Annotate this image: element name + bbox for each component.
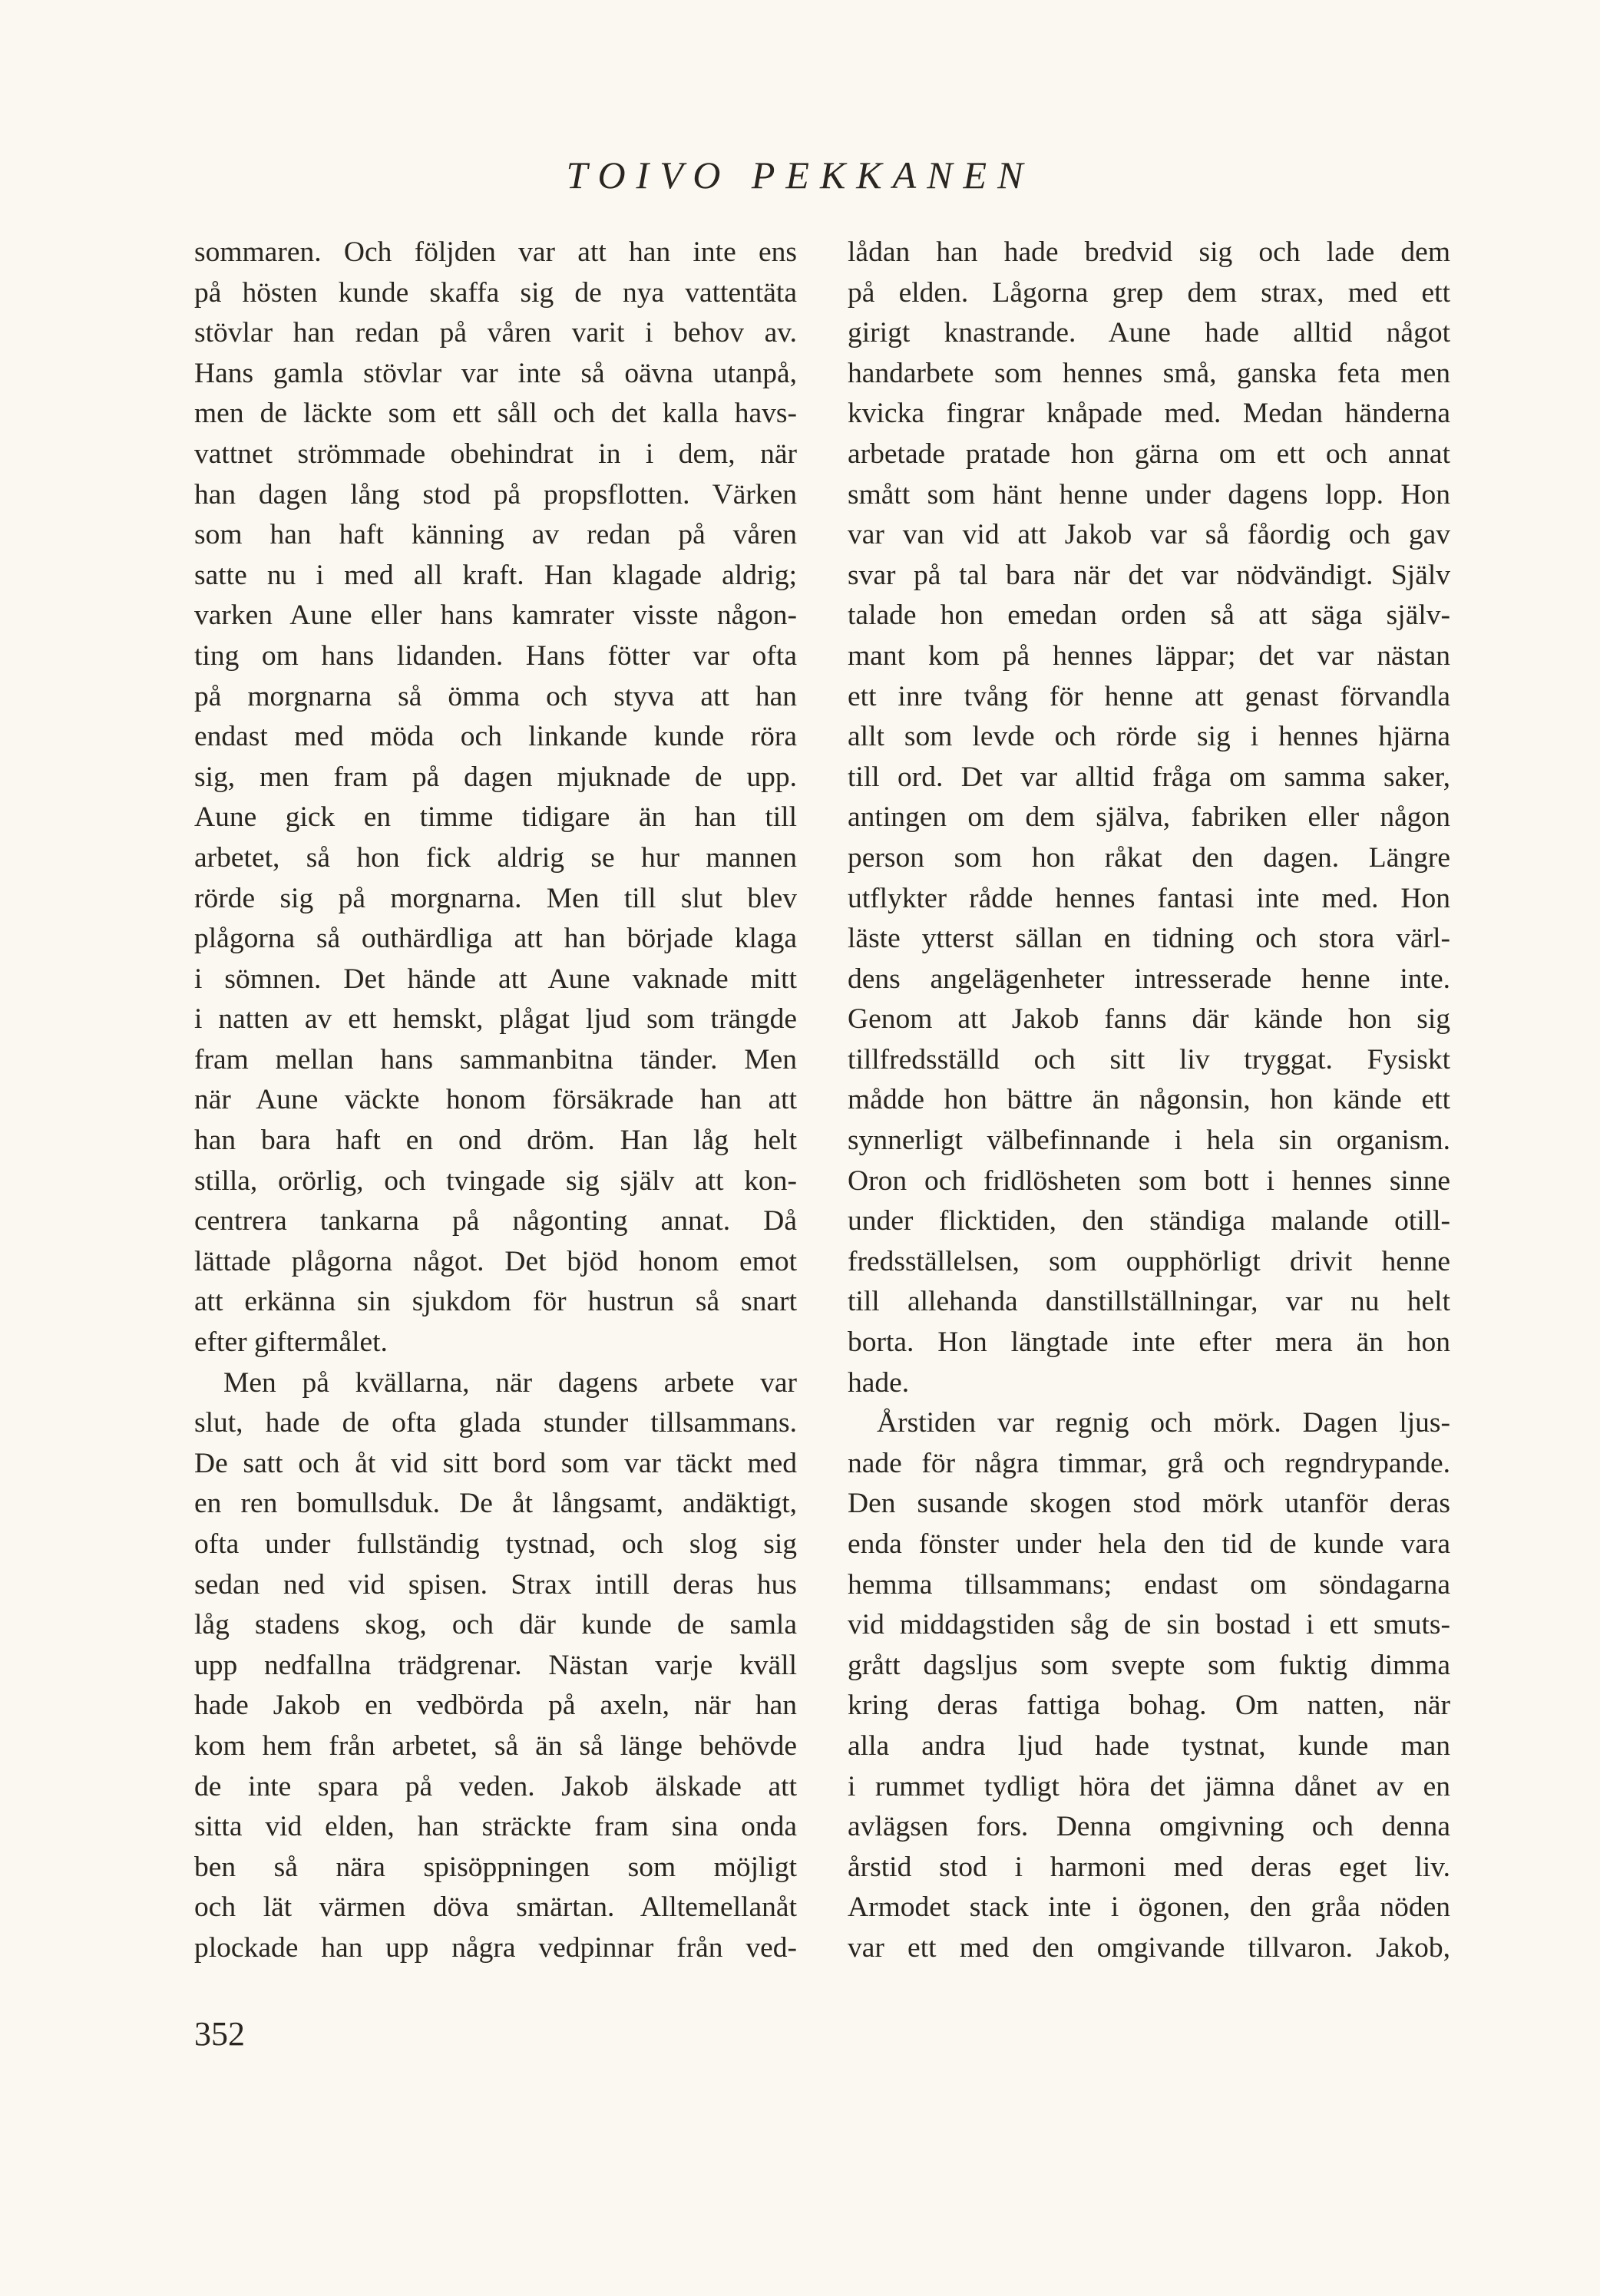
text-line: ben så nära spisöppningen som möjligt [194, 1851, 797, 1883]
text-line: Men på kvällarna, när dagens arbete var [223, 1366, 797, 1399]
text-line: läste ytterst sällan en tidning och stora värl- [848, 923, 1450, 955]
text-line: de inte spara på veden. Jakob älskade att [194, 1770, 797, 1802]
text-line: vid middagstiden såg de sin bostad i ett smuts- [848, 1609, 1450, 1641]
text-line: person som hon råkat den dagen. Längre [848, 841, 1450, 874]
text-line: till allehanda danstillställningar, var nu helt [848, 1286, 1450, 1318]
text-line: handarbete som hennes små, ganska feta men [848, 357, 1450, 389]
text-line: borta. Hon längtade inte efter mera än hon [848, 1326, 1450, 1359]
text-line: enda fönster under hela den tid de kunde vara [848, 1528, 1450, 1560]
text-line: ofta under fullständig tystnad, och slog sig [194, 1528, 797, 1560]
text-line: årstid stod i harmoni med deras eget liv. [848, 1851, 1450, 1883]
text-line: en ren bomullsduk. De åt långsamt, andäktigt, [194, 1488, 797, 1520]
text-line: De satt och åt vid sitt bord som var täckt med [194, 1447, 797, 1479]
text-line: under flicktiden, den ständiga malande otill- [848, 1205, 1450, 1237]
text-line: avlägsen fors. Denna omgivning och denna [848, 1811, 1450, 1843]
text-line: när Aune väckte honom försäkrade han att [194, 1084, 797, 1116]
text-line: ett inre tvång för henne att genast förvandla [848, 680, 1450, 712]
text-line: tillfredsställd och sitt liv tryggat. Fysiskt [848, 1043, 1450, 1075]
text-line: till ord. Det var alltid fråga om samma saker, [848, 761, 1450, 793]
text-line: alla andra ljud hade tystnat, kunde man [848, 1729, 1450, 1762]
text-line: satte nu i med all kraft. Han klagade aldrig; [194, 559, 797, 591]
text-line: dens angelägenheter intresserade henne inte. [848, 963, 1450, 995]
left-text-column [194, 233, 797, 1969]
text-line: nade för några timmar, grå och regndrypande. [848, 1447, 1450, 1479]
text-line: fredsställelsen, som oupphörligt drivit henne [848, 1245, 1450, 1277]
text-line: talade hon emedan orden så att säga själv- [848, 600, 1450, 632]
text-line: Armodet stack inte i ögonen, den gråa nöden [848, 1891, 1450, 1924]
text-line: han dagen lång stod på propsflotten. Värken [194, 478, 797, 510]
text-line: fram mellan hans sammanbitna tänder. Men [194, 1043, 797, 1075]
text-line: antingen om dem själva, fabriken eller någon [848, 801, 1450, 834]
text-line: var ett med den omgivande tillvaron. Jakob, [848, 1931, 1450, 1964]
text-line: Oron och fridlösheten som bott i hennes sinne [848, 1165, 1450, 1197]
text-line: rörde sig på morgnarna. Men till slut blev [194, 882, 797, 914]
text-line: upp nedfallna trädgrenar. Nästan varje kväll [194, 1649, 797, 1681]
text-line: endast med möda och linkande kunde röra [194, 721, 797, 753]
text-line: på morgnarna så ömma och styva att han [194, 680, 797, 712]
text-line: hemma tillsammans; endast om söndagarna [848, 1568, 1450, 1601]
text-line: sedan ned vid spisen. Strax intill deras hus [194, 1568, 797, 1601]
text-line: varken Aune eller hans kamrater visste någon- [194, 600, 797, 632]
text-line: kring deras fattiga bohag. Om natten, när [848, 1690, 1450, 1722]
right-text-column [848, 233, 1450, 1969]
text-line: mant kom på hennes läppar; det var nästan [848, 639, 1450, 672]
text-line: hade Jakob en vedbörda på axeln, när han [194, 1690, 797, 1722]
text-line: centrera tankarna på någonting annat. Då [194, 1205, 797, 1237]
text-line: han bara haft en ond dröm. Han låg helt [194, 1125, 797, 1157]
text-line: grått dagsljus som svepte som fuktig dimma [848, 1649, 1450, 1681]
text-line: Genom att Jakob fanns där kände hon sig [848, 1003, 1450, 1036]
text-line: mådde hon bättre än någonsin, hon kände ett [848, 1084, 1450, 1116]
text-line: som han haft känning av redan på våren [194, 519, 797, 551]
text-line: stilla, orörlig, och tvingade sig själv att kon- [194, 1165, 797, 1197]
text-line: lättade plågorna något. Det bjöd honom emot [194, 1245, 797, 1277]
text-line: synnerligt välbefinnande i hela sin organism. [848, 1125, 1450, 1157]
text-line: stövlar han redan på våren varit i behov av. [194, 317, 797, 349]
text-line: låg stadens skog, och där kunde de samla [194, 1609, 797, 1641]
text-line: sommaren. Och följden var att han inte ens [194, 236, 797, 268]
text-line: ting om hans lidanden. Hans fötter var ofta [194, 639, 797, 672]
text-line: i natten av ett hemskt, plågat ljud som trängde [194, 1003, 797, 1036]
text-line: arbetade pratade hon gärna om ett och annat [848, 438, 1450, 470]
text-line: var van vid att Jakob var så fåordig och gav [848, 519, 1450, 551]
page-number: 352 [194, 2015, 245, 2053]
text-line: i sömnen. Det hände att Aune vaknade mitt [194, 963, 797, 995]
text-line: utflykter rådde hennes fantasi inte med. Hon [848, 882, 1450, 914]
text-line: girigt knastrande. Aune hade alltid något [848, 317, 1450, 349]
text-line: Årstiden var regnig och mörk. Dagen ljus- [877, 1407, 1450, 1439]
text-line: allt som levde och rörde sig i hennes hjärna [848, 721, 1450, 753]
text-line: kom hem från arbetet, så än så länge behövde [194, 1729, 797, 1762]
text-line: Den susande skogen stod mörk utanför deras [848, 1488, 1450, 1520]
text-line: Aune gick en timme tidigare än han till [194, 801, 797, 834]
text-line: plockade han upp några vedpinnar från ved- [194, 1931, 797, 1964]
text-line: och lät värmen döva smärtan. Alltemellanåt [194, 1891, 797, 1924]
text-line: kvicka fingrar knåpade med. Medan händerna [848, 398, 1450, 430]
text-line: på elden. Lågorna grep dem strax, med ett [848, 276, 1450, 309]
text-line: på hösten kunde skaffa sig de nya vattentäta [194, 276, 797, 309]
text-line: lådan han hade bredvid sig och lade dem [848, 236, 1450, 268]
text-line: i rummet tydligt höra det jämna dånet av en [848, 1770, 1450, 1802]
text-line: plågorna så outhärdliga att han började klaga [194, 923, 797, 955]
text-line: hade. [848, 1366, 910, 1399]
text-line: men de läckte som ett såll och det kalla havs- [194, 398, 797, 430]
text-line: arbetet, så hon fick aldrig se hur mannen [194, 841, 797, 874]
text-line: Hans gamla stövlar var inte så oävna utanpå, [194, 357, 797, 389]
text-line: slut, hade de ofta glada stunder tillsammans. [194, 1407, 797, 1439]
text-line: vattnet strömmade obehindrat in i dem, när [194, 438, 797, 470]
text-line: sig, men fram på dagen mjuknade de upp. [194, 761, 797, 793]
text-line: smått som hänt henne under dagens lopp. Hon [848, 478, 1450, 510]
text-line: efter giftermålet. [194, 1326, 388, 1359]
text-line: sitta vid elden, han sträckte fram sina onda [194, 1811, 797, 1843]
text-line: svar på tal bara när det var nödvändigt. Själv [848, 559, 1450, 591]
text-line: att erkänna sin sjukdom för hustrun så snart [194, 1286, 797, 1318]
running-header: TOIVO PEKKANEN [566, 154, 1034, 197]
